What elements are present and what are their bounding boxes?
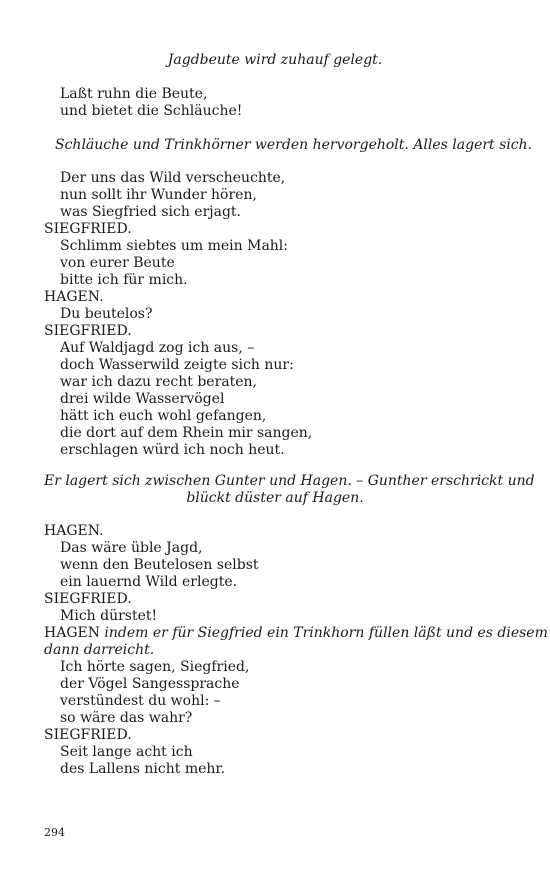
page-number: 294 [44, 826, 65, 839]
stage-direction: Er lagert sich zwischen Gunter und Hagen. – Gunther erschrickt und [44, 473, 535, 489]
verse-line: Laßt ruhn die Beute, [60, 86, 208, 102]
verse-line: doch Wasserwild zeigte sich nur: [60, 357, 294, 373]
verse-line: Ich hörte sagen, Siegfried, [60, 659, 250, 675]
verse-line: war ich dazu recht beraten, [60, 374, 257, 390]
verse-line: bitte ich für mich. [60, 272, 188, 288]
verse-line: Der uns das Wild verscheuchte, [60, 170, 286, 186]
verse-line: Du beutelos? [60, 306, 153, 322]
verse-line: ein lauernd Wild erlegte. [60, 574, 238, 590]
verse-line: verstündest du wohl: – [60, 693, 221, 709]
speaker-name: HAGEN [44, 625, 100, 641]
stage-direction: Jagdbeute wird zuhauf gelegt. [167, 52, 383, 68]
verse-line: was Siegfried sich erjagt. [60, 204, 242, 220]
speaker-name: SIEGFRIED. [44, 591, 132, 607]
verse-line: des Lallens nicht mehr. [60, 761, 226, 777]
verse-line: Mich dürstet! [60, 608, 158, 624]
speaker-name: SIEGFRIED. [44, 221, 132, 237]
stage-direction: Schläuche und Trinkhörner werden hervorgeholt. Alles lagert sich. [55, 137, 533, 153]
speaker-name: SIEGFRIED. [44, 727, 132, 743]
stage-direction: blückt düster auf Hagen. [186, 490, 364, 506]
speaker-name: SIEGFRIED. [44, 323, 132, 339]
speaker-with-direction [44, 625, 548, 642]
speaker-name: HAGEN. [44, 523, 104, 539]
verse-line: so wäre das wahr? [60, 710, 193, 726]
stage-direction: indem er für Siegfried ein Trinkhorn füllen läßt und es diesem [99, 625, 548, 641]
verse-line: der Vögel Sangessprache [60, 676, 240, 692]
verse-line: wenn den Beutelosen selbst [60, 557, 259, 573]
verse-line: von eurer Beute [60, 255, 175, 271]
verse-line: Das wäre üble Jagd, [60, 540, 203, 556]
verse-line: drei wilde Wasservögel [60, 391, 225, 407]
verse-line: Schlimm siebtes um mein Mahl: [60, 238, 288, 254]
verse-line: und bietet die Schläuche! [60, 103, 243, 119]
verse-line: Seit lange acht ich [60, 744, 193, 760]
stage-direction: dann darreicht. [44, 642, 155, 658]
verse-line: nun sollt ihr Wunder hören, [60, 187, 257, 203]
verse-line: hätt ich euch wohl gefangen, [60, 408, 267, 424]
verse-line: Auf Waldjagd zog ich aus, – [60, 340, 255, 356]
speaker-name: HAGEN. [44, 289, 104, 305]
verse-line: erschlagen würd ich noch heut. [60, 442, 285, 458]
verse-line: die dort auf dem Rhein mir sangen, [60, 425, 313, 441]
